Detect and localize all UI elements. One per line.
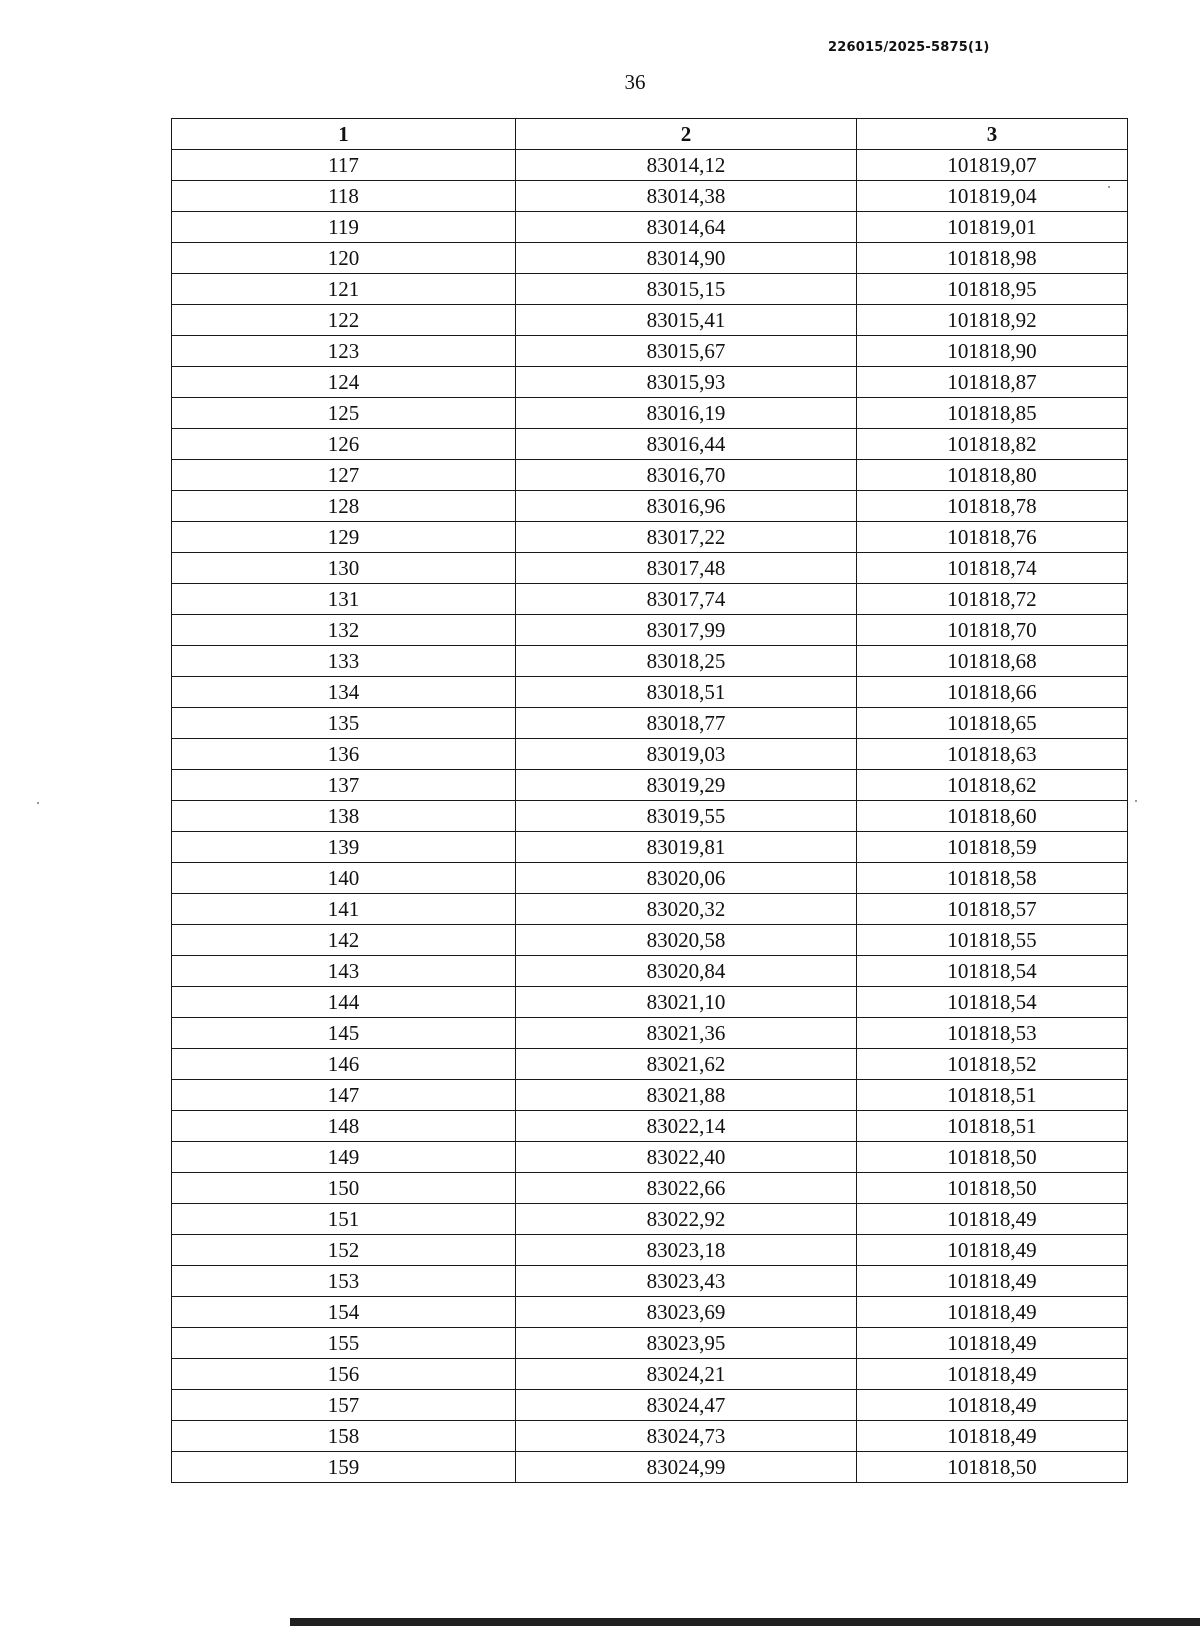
y-coordinate-cell: 101818,85 [857,398,1128,429]
x-coordinate-cell: 83018,51 [516,677,857,708]
x-coordinate-cell: 83014,12 [516,150,857,181]
x-coordinate-cell: 83023,18 [516,1235,857,1266]
x-coordinate-cell: 83020,58 [516,925,857,956]
y-coordinate-cell: 101818,80 [857,460,1128,491]
x-coordinate-cell: 83014,38 [516,181,857,212]
y-coordinate-cell: 101818,54 [857,987,1128,1018]
point-number-cell: 139 [172,832,516,863]
point-number-cell: 153 [172,1266,516,1297]
y-coordinate-cell: 101818,57 [857,894,1128,925]
table-header [172,119,1128,150]
table-row [172,1390,1128,1421]
y-coordinate-cell: 101818,74 [857,553,1128,584]
header-cell-1: 1 [172,119,516,150]
point-number-cell: 129 [172,522,516,553]
point-number-cell: 128 [172,491,516,522]
x-coordinate-cell: 83020,32 [516,894,857,925]
table-row [172,1204,1128,1235]
table-row [172,429,1128,460]
y-coordinate-cell: 101818,53 [857,1018,1128,1049]
x-coordinate-cell: 83016,96 [516,491,857,522]
scan-speck [37,802,39,804]
point-number-cell: 140 [172,863,516,894]
table-row [172,150,1128,181]
table-row [172,460,1128,491]
point-number-cell: 127 [172,460,516,491]
y-coordinate-cell: 101818,59 [857,832,1128,863]
x-coordinate-cell: 83017,48 [516,553,857,584]
x-coordinate-cell: 83020,84 [516,956,857,987]
y-coordinate-cell: 101818,49 [857,1297,1128,1328]
table-row [172,646,1128,677]
table-row [172,894,1128,925]
x-coordinate-cell: 83016,70 [516,460,857,491]
table-row [172,243,1128,274]
y-coordinate-cell: 101818,49 [857,1204,1128,1235]
point-number-cell: 141 [172,894,516,925]
y-coordinate-cell: 101818,54 [857,956,1128,987]
scan-bottom-edge [290,1618,1200,1626]
table-row [172,336,1128,367]
table-row [172,987,1128,1018]
table-row [172,1359,1128,1390]
point-number-cell: 136 [172,739,516,770]
table-row [172,1018,1128,1049]
y-coordinate-cell: 101818,55 [857,925,1128,956]
y-coordinate-cell: 101818,66 [857,677,1128,708]
point-number-cell: 150 [172,1173,516,1204]
y-coordinate-cell: 101818,65 [857,708,1128,739]
y-coordinate-cell: 101818,51 [857,1080,1128,1111]
x-coordinate-cell: 83018,25 [516,646,857,677]
table-row [172,1111,1128,1142]
x-coordinate-cell: 83014,90 [516,243,857,274]
point-number-cell: 135 [172,708,516,739]
y-coordinate-cell: 101819,01 [857,212,1128,243]
y-coordinate-cell: 101818,52 [857,1049,1128,1080]
header-cell-2: 2 [516,119,857,150]
point-number-cell: 152 [172,1235,516,1266]
table-row [172,1452,1128,1483]
x-coordinate-cell: 83016,44 [516,429,857,460]
table-row [172,584,1128,615]
x-coordinate-cell: 83020,06 [516,863,857,894]
x-coordinate-cell: 83015,93 [516,367,857,398]
point-number-cell: 148 [172,1111,516,1142]
y-coordinate-cell: 101818,62 [857,770,1128,801]
x-coordinate-cell: 83021,88 [516,1080,857,1111]
point-number-cell: 144 [172,987,516,1018]
point-number-cell: 149 [172,1142,516,1173]
x-coordinate-cell: 83017,22 [516,522,857,553]
y-coordinate-cell: 101819,07 [857,150,1128,181]
y-coordinate-cell: 101818,49 [857,1266,1128,1297]
table-row [172,1142,1128,1173]
y-coordinate-cell: 101818,98 [857,243,1128,274]
y-coordinate-cell: 101818,49 [857,1359,1128,1390]
table-row [172,367,1128,398]
x-coordinate-cell: 83019,55 [516,801,857,832]
point-number-cell: 134 [172,677,516,708]
point-number-cell: 124 [172,367,516,398]
y-coordinate-cell: 101818,60 [857,801,1128,832]
table-row [172,491,1128,522]
y-coordinate-cell: 101818,50 [857,1452,1128,1483]
table-row [172,212,1128,243]
document-reference-number: 226015/2025-5875(1) [828,40,990,55]
table-row [172,956,1128,987]
table-row [172,1173,1128,1204]
table-row [172,801,1128,832]
point-number-cell: 138 [172,801,516,832]
point-number-cell: 118 [172,181,516,212]
scan-speck [1135,800,1137,802]
point-number-cell: 154 [172,1297,516,1328]
table-row [172,863,1128,894]
y-coordinate-cell: 101818,78 [857,491,1128,522]
x-coordinate-cell: 83016,19 [516,398,857,429]
point-number-cell: 157 [172,1390,516,1421]
table-row [172,1421,1128,1452]
x-coordinate-cell: 83023,95 [516,1328,857,1359]
x-coordinate-cell: 83019,03 [516,739,857,770]
point-number-cell: 123 [172,336,516,367]
y-coordinate-cell: 101818,68 [857,646,1128,677]
x-coordinate-cell: 83017,74 [516,584,857,615]
y-coordinate-cell: 101818,92 [857,305,1128,336]
point-number-cell: 121 [172,274,516,305]
table-row [172,677,1128,708]
point-number-cell: 151 [172,1204,516,1235]
x-coordinate-cell: 83021,10 [516,987,857,1018]
point-number-cell: 126 [172,429,516,460]
x-coordinate-cell: 83023,43 [516,1266,857,1297]
x-coordinate-cell: 83022,14 [516,1111,857,1142]
y-coordinate-cell: 101818,49 [857,1421,1128,1452]
header-row [172,119,1128,150]
point-number-cell: 142 [172,925,516,956]
x-coordinate-cell: 83023,69 [516,1297,857,1328]
x-coordinate-cell: 83022,40 [516,1142,857,1173]
y-coordinate-cell: 101819,04 [857,181,1128,212]
y-coordinate-cell: 101818,50 [857,1142,1128,1173]
point-number-cell: 125 [172,398,516,429]
y-coordinate-cell: 101818,51 [857,1111,1128,1142]
y-coordinate-cell: 101818,76 [857,522,1128,553]
point-number-cell: 137 [172,770,516,801]
point-number-cell: 145 [172,1018,516,1049]
x-coordinate-cell: 83019,29 [516,770,857,801]
table-row [172,398,1128,429]
table-row [172,925,1128,956]
y-coordinate-cell: 101818,90 [857,336,1128,367]
x-coordinate-cell: 83019,81 [516,832,857,863]
header-cell-3: 3 [857,119,1128,150]
x-coordinate-cell: 83015,67 [516,336,857,367]
table-row [172,1266,1128,1297]
point-number-cell: 130 [172,553,516,584]
x-coordinate-cell: 83022,66 [516,1173,857,1204]
table-row [172,615,1128,646]
table-body [172,150,1128,1483]
table-row [172,708,1128,739]
table-row [172,1049,1128,1080]
table-row [172,1328,1128,1359]
x-coordinate-cell: 83024,47 [516,1390,857,1421]
point-number-cell: 122 [172,305,516,336]
y-coordinate-cell: 101818,82 [857,429,1128,460]
table-row [172,1235,1128,1266]
scan-speck [1108,186,1110,188]
point-number-cell: 147 [172,1080,516,1111]
point-number-cell: 133 [172,646,516,677]
y-coordinate-cell: 101818,49 [857,1390,1128,1421]
y-coordinate-cell: 101818,70 [857,615,1128,646]
point-number-cell: 132 [172,615,516,646]
x-coordinate-cell: 83022,92 [516,1204,857,1235]
y-coordinate-cell: 101818,58 [857,863,1128,894]
x-coordinate-cell: 83017,99 [516,615,857,646]
x-coordinate-cell: 83015,41 [516,305,857,336]
page-number: 36 [624,70,646,94]
y-coordinate-cell: 101818,87 [857,367,1128,398]
table-row [172,1297,1128,1328]
y-coordinate-cell: 101818,95 [857,274,1128,305]
table-row [172,1080,1128,1111]
x-coordinate-cell: 83015,15 [516,274,857,305]
table-row [172,832,1128,863]
x-coordinate-cell: 83018,77 [516,708,857,739]
table-row [172,305,1128,336]
y-coordinate-cell: 101818,63 [857,739,1128,770]
point-number-cell: 131 [172,584,516,615]
table-row [172,522,1128,553]
table-row [172,274,1128,305]
y-coordinate-cell: 101818,49 [857,1328,1128,1359]
table-row [172,770,1128,801]
point-number-cell: 120 [172,243,516,274]
y-coordinate-cell: 101818,72 [857,584,1128,615]
point-number-cell: 117 [172,150,516,181]
table-row [172,739,1128,770]
point-number-cell: 143 [172,956,516,987]
y-coordinate-cell: 101818,50 [857,1173,1128,1204]
x-coordinate-cell: 83024,21 [516,1359,857,1390]
table-row [172,553,1128,584]
point-number-cell: 158 [172,1421,516,1452]
x-coordinate-cell: 83014,64 [516,212,857,243]
x-coordinate-cell: 83024,99 [516,1452,857,1483]
point-number-cell: 155 [172,1328,516,1359]
x-coordinate-cell: 83024,73 [516,1421,857,1452]
x-coordinate-cell: 83021,36 [516,1018,857,1049]
coordinates-table [171,118,1128,1483]
point-number-cell: 146 [172,1049,516,1080]
y-coordinate-cell: 101818,49 [857,1235,1128,1266]
point-number-cell: 156 [172,1359,516,1390]
table-row [172,181,1128,212]
point-number-cell: 159 [172,1452,516,1483]
x-coordinate-cell: 83021,62 [516,1049,857,1080]
point-number-cell: 119 [172,212,516,243]
